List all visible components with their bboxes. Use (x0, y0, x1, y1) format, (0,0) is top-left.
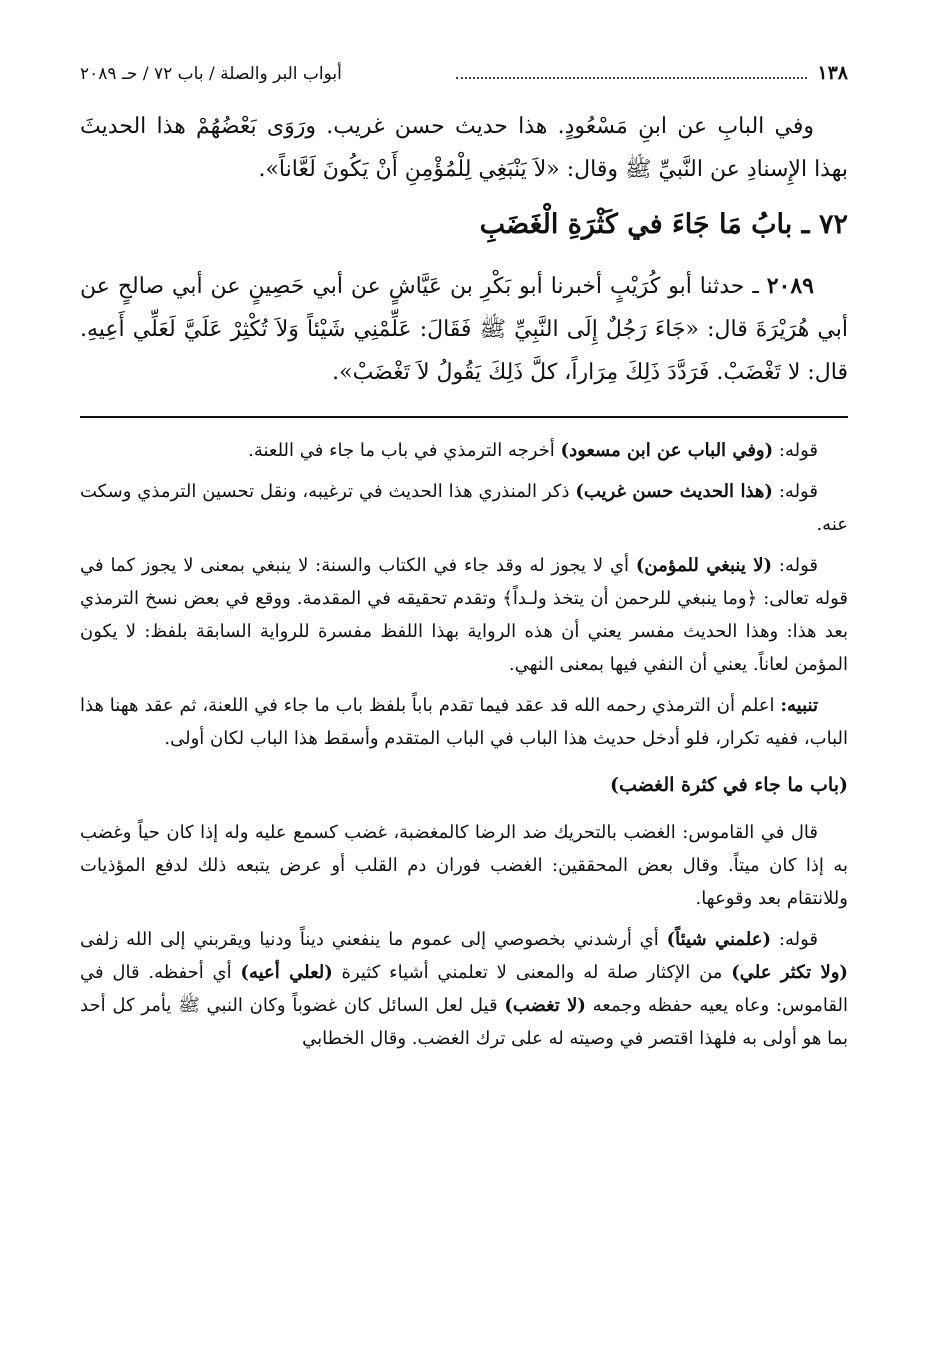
chapter-heading: ٧٢ ـ بابُ مَا جَاءَ في كَثْرَةِ الْغَضَبِ (479, 209, 848, 240)
quoted-phrase: (لا تغضب) (504, 995, 586, 1016)
commentary-paragraph (80, 475, 848, 541)
commentary-text: أخرجه الترمذي في باب ما جاء في اللعنة. (248, 440, 555, 461)
commentary-paragraph (80, 689, 848, 755)
commentary-text: قيل لعل السائل كان غضوباً وكان النبي ﷺ يأمر كل أحد بما هو أولى به فلهذا اقتصر في وصيته له على ترك الغضب. وقال الخطابي (80, 995, 848, 1049)
quoted-phrase: (لا ينبغي للمؤمن) (635, 555, 773, 576)
book-page (80, 62, 848, 1322)
commentary-text: من الإكثار صلة له والمعنى لا تعلمني أشياء كثيرة (341, 962, 723, 983)
running-head (80, 62, 848, 93)
main-text (80, 105, 848, 394)
hadith-number: ٢٠٨٩ (766, 273, 814, 299)
lead-word: قوله: (778, 481, 818, 502)
sub-heading: (باب ما جاء في كثرة الغضب) (610, 774, 848, 796)
commentary-text: أي أحفظه. قال في القاموس: وعاه يعيه حفظه وجمعه (80, 962, 848, 1016)
page-number: ١٣٨ (817, 62, 848, 84)
commentary-paragraph (80, 923, 848, 1055)
quoted-phrase: (هذا الحديث حسن غريب) (575, 481, 773, 502)
commentary-paragraph: قال في القاموس: الغضب بالتحريك ضد الرضا كالمغضبة، غضب كسمع عليه وله إذا كان حياً وغضب به إذا كان ميتاً. وقال بعض المحققين: الغضب فوران دم القلب أو عرض يتبعه ذلك لدفع المؤذيات وللانتقام بعد وقوعها. (80, 822, 848, 909)
quoted-phrase: (وفي الباب عن ابن مسعود) (560, 440, 774, 461)
commentary-text: ذكر المنذري هذا الحديث في ترغيبه، ونقل تحسين الترمذي وسكت عنه. (80, 481, 848, 535)
main-paragraph: وفي البابِ عن ابنِ مَسْعُودٍ. هذا حديث حسن غريب. ورَوَى بَعْضُهُمْ هذا الحديثَ بهذا الإِسنادِ عن النَّبيِّ ﷺ وقال: «لاَ يَنْبَغِي لِلْمُؤْمِنِ أَنْ يَكُونَ لَعَّاناً». (80, 114, 848, 182)
leader-dots (456, 77, 808, 79)
quoted-phrase: (لعلي أعيه) (240, 962, 333, 983)
running-head-title: أبواب البر والصلة / باب ٧٢ / حـ ٢٠٨٩ (80, 64, 342, 84)
commentary-paragraph (80, 549, 848, 681)
hadith-text: ـ حدثنا أبو كُرَيْبٍ أخبرنا أبو بَكْرِ بن عَيَّاشٍ عن أبي حَصِينٍ عن أبي صالحٍ عن أبي هُرَيْرَةَ قال: «جَاءَ رَجُلٌ إِلَى النَّبِيِّ ﷺ فَقَالَ: عَلِّمْنِي شَيْئاً وَلاَ تُكْثِرْ عَلَيَّ لَعَلِّي أَعِيهِ. قال: لا تَغْضَبْ. فَرَدَّدَ ذَلِكَ مِرَاراً، كلَّ ذَلِكَ يَقُولُ لاَ تَغْضَبْ». (80, 274, 848, 385)
commentary (80, 434, 848, 1055)
quoted-phrase: (علمني شيئاً) (666, 929, 772, 950)
notice-label: تنبيه: (780, 695, 818, 716)
lead-word: قوله: (778, 929, 818, 950)
commentary-text: أي لا يجوز له وقد جاء في الكتاب والسنة: لا ينبغي بمعنى لا يجوز كما في قوله تعالى: ﴿وما ينبغي للرحمن أن يتخذ ولـداً﴾ وتقدم تحقيقه في المقدمة. ووقع في بعض نسخ الترمذي بعد هذا: وهذا الحديث مفسر يعني أن هذه الرواية بهذا اللفظ مفسرة للرواية السابقة بلفظ: لا يكون المؤمن لعاناً. يعني أن النفي فيها بمعنى النهي. (80, 555, 848, 675)
commentary-paragraph (80, 434, 848, 467)
lead-word: قوله: (778, 440, 818, 461)
hadith-paragraph (80, 265, 848, 394)
quoted-phrase: (ولا تكثر علي) (731, 962, 848, 983)
commentary-text: أي أرشدني بخصوصي إلى عموم ما ينفعني ديناً ودنيا ويقربني إلى الله زلفى (80, 929, 659, 950)
footnote-divider (80, 416, 848, 418)
commentary-text: اعلم أن الترمذي رحمه الله قد عقد فيما تقدم باباً بلفظ باب ما جاء في اللعنة، ثم عقد ههنا هذا الباب، ففيه تكرار، فلو أدخل حديث هذا الباب في الباب المتقدم وأسقط هذا الباب لكان أولى. (80, 695, 848, 749)
lead-word: قوله: (778, 555, 818, 576)
